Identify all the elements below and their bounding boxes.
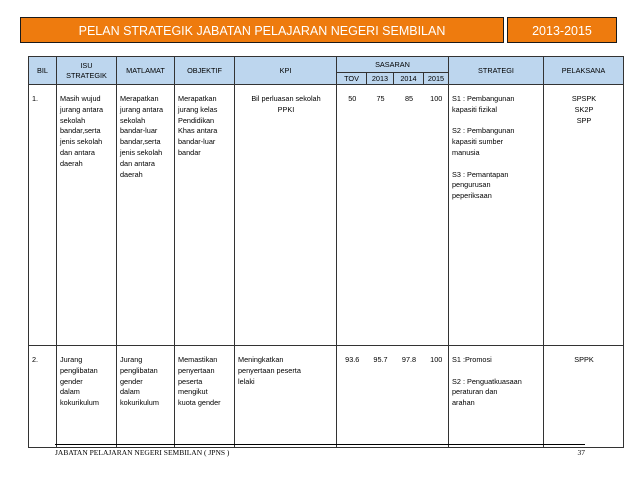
page-title-banner: PELAN STRATEGIK JABATAN PELAJARAN NEGERI SEMBILAN [20,17,504,43]
cell-2013: 95.7 [367,346,394,448]
years-banner: 2013-2015 [507,17,617,43]
page-number: 37 [577,448,585,457]
col-header-isu: ISU STRATEGIK [57,57,117,85]
cell-bil: 1. [29,85,57,346]
strategic-plan-table [28,56,624,448]
col-header-2015: 2015 [424,73,449,85]
col-header-objektif: OBJEKTIF [175,57,235,85]
page-footer [55,444,585,457]
col-header-sasaran: SASARAN [337,57,449,73]
col-header-kpi: KPI [235,57,337,85]
strategy-item: S3 : Pemantapan pengurusan peperiksaan [452,169,509,201]
cell-tov: 93.6 [337,346,367,448]
cell-matlamat: Merapatkan jurang antara sekolah bandar-luar bandar,serta jenis sekolah dan antara daerah [117,85,175,346]
strategy-item: S2 : Penguatkuasaan peraturan dan arahan [452,376,522,408]
col-header-pelaksana: PELAKSANA [544,57,624,85]
table-row [29,85,624,346]
strategy-item: S2 : Pembangunan kapasiti sumber manusia [452,126,515,157]
cell-2015: 100 [424,346,449,448]
cell-pelaksana: SPSPK SK2P SPP [544,85,624,346]
cell-objektif: Memastikan penyertaan peserta mengikut kuota gender [175,346,235,448]
cell-matlamat: Jurang penglibatan gender dalam kokurikulum [117,346,175,448]
cell-isu: Jurang penglibatan gender dalam kokurikulum [57,346,117,448]
cell-tov: 50 [337,85,367,346]
strategy-item: S1 :Promosi [452,355,492,364]
cell-2014: 85 [394,85,424,346]
cell-pelaksana: SPPK [544,346,624,448]
cell-2013: 75 [367,85,394,346]
cell-2014: 97.8 [394,346,424,448]
cell-kpi: Meningkatkan penyertaan peserta lelaki [235,346,337,448]
table-row [29,346,624,448]
cell-kpi: Bil perluasan sekolah PPKI [235,85,337,346]
cell-2015: 100 [424,85,449,346]
col-header-matlamat: MATLAMAT [117,57,175,85]
cell-objektif: Merapatkan jurang kelas Pendidikan Khas antara bandar-luar bandar [175,85,235,346]
footer-text: JABATAN PELAJARAN NEGERI SEMBILAN ( JPNS ) [55,448,230,457]
col-header-strategi: STRATEGI [449,57,544,85]
cell-bil: 2. [29,346,57,448]
strategy-item: S1 : Pembangunan kapasiti fizikal [452,94,515,114]
col-header-2014: 2014 [394,73,424,85]
col-header-2013: 2013 [367,73,394,85]
cell-strategi [449,85,544,346]
cell-strategi [449,346,544,448]
cell-isu: Masih wujud jurang antara sekolah bandar,serta jenis sekolah dan antara daerah [57,85,117,346]
col-header-tov: TOV [337,73,367,85]
col-header-bil: BIL [29,57,57,85]
